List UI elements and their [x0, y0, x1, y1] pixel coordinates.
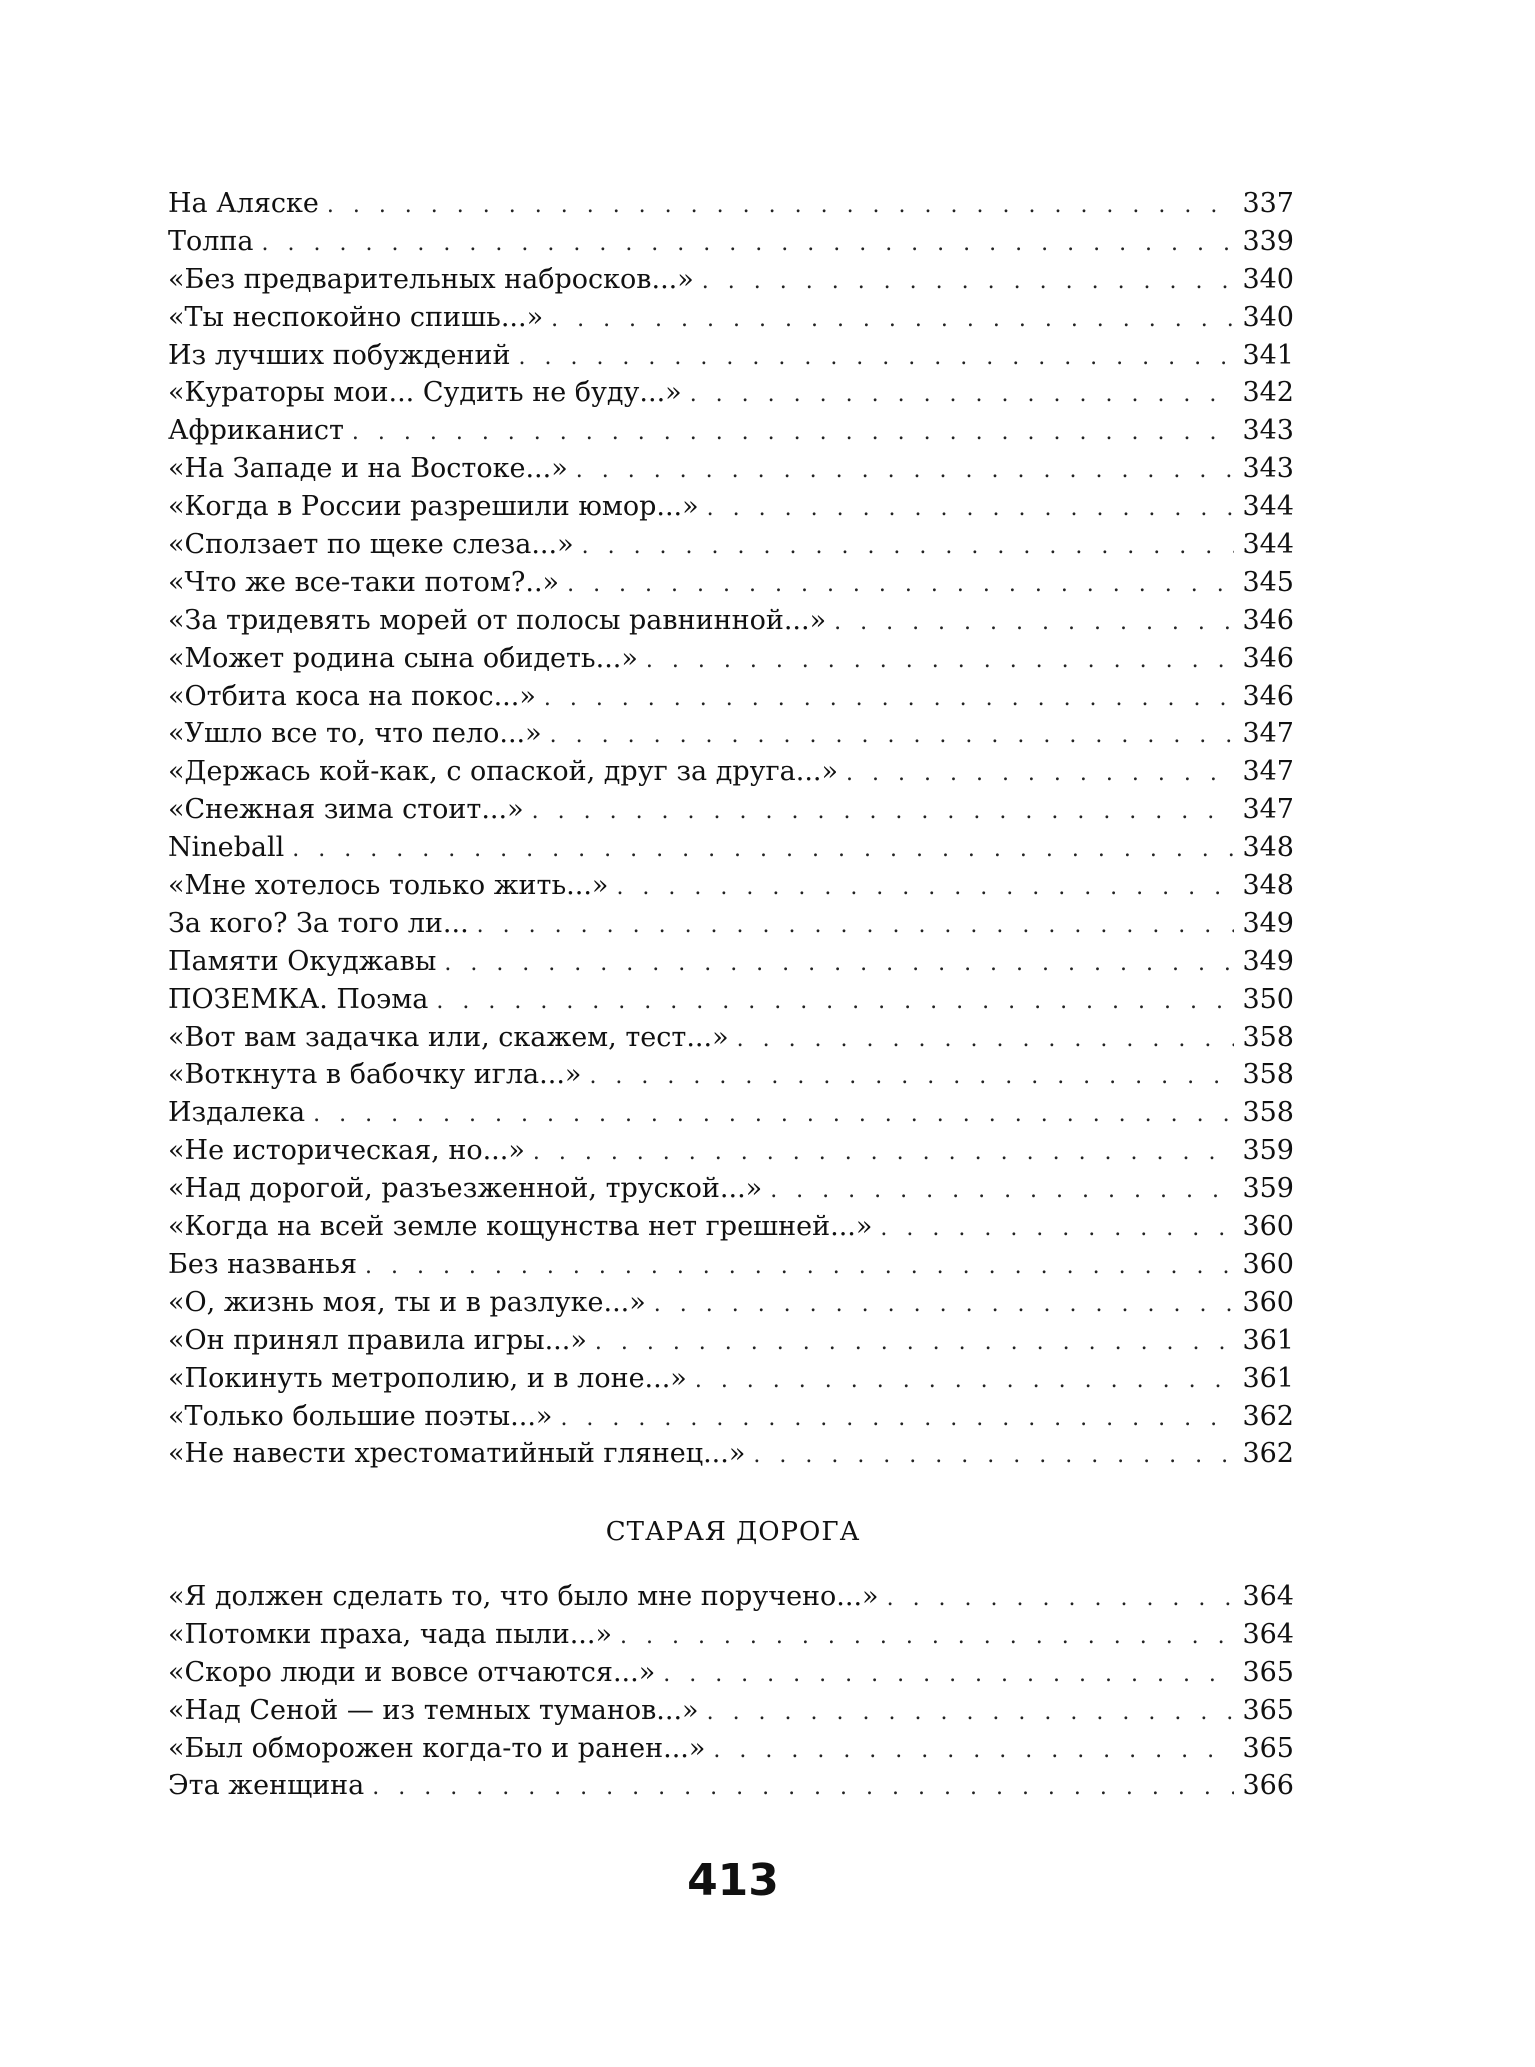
toc-entry	[168, 1578, 1294, 1616]
toc-entry-page: 350	[1242, 983, 1294, 1015]
dot-leader	[550, 717, 1235, 753]
dot-leader	[654, 1286, 1235, 1322]
toc-entry-page: 366	[1242, 1770, 1294, 1802]
toc-entry	[168, 1056, 1294, 1094]
toc-entry	[168, 337, 1294, 375]
dot-leader	[690, 376, 1235, 412]
toc-entry-title: Без названья	[168, 1248, 357, 1280]
toc-entry	[168, 753, 1294, 791]
toc-entry-page: 343	[1242, 415, 1294, 447]
toc-entry-page: 361	[1242, 1362, 1294, 1394]
toc-entry	[168, 1132, 1294, 1170]
toc-entry-page: 346	[1242, 642, 1294, 674]
toc-entry	[168, 715, 1294, 753]
toc-entry-page: 359	[1242, 1173, 1294, 1205]
dot-leader	[702, 263, 1235, 299]
toc-entry	[168, 564, 1294, 602]
toc-entry-title: На Аляске	[168, 188, 319, 219]
dot-leader	[880, 1210, 1234, 1246]
toc-entry-title: Эта женщина	[168, 1770, 365, 1802]
dot-leader	[533, 1134, 1235, 1170]
table-of-contents-part-1	[168, 185, 1294, 1473]
dot-leader	[444, 945, 1234, 981]
toc-entry-title: «Покинуть метрополию, и в лоне...»	[168, 1362, 687, 1394]
toc-entry-title: «За тридевять морей от полосы равнинной...»	[168, 604, 827, 636]
toc-entry-title: Толпа	[168, 225, 254, 257]
toc-entry-page: 344	[1242, 529, 1294, 561]
toc-entry-title: «Ты неспокойно спишь...»	[168, 301, 544, 333]
toc-entry-title: «Над дорогой, разъезженной, труской...»	[168, 1173, 763, 1205]
toc-entry-page: 359	[1242, 1135, 1294, 1167]
toc-entry-page: 343	[1242, 453, 1294, 485]
toc-entry	[168, 1398, 1294, 1436]
toc-entry-page: 347	[1242, 794, 1294, 826]
dot-leader	[560, 1400, 1234, 1436]
table-of-contents-part-2	[168, 1578, 1294, 1805]
toc-entry	[168, 1767, 1294, 1805]
toc-entry-title: «Потомки праха, чада пыли...»	[168, 1618, 612, 1650]
toc-entry-title: «Снежная зима стоит...»	[168, 794, 524, 826]
dot-leader	[477, 907, 1235, 943]
toc-entry-page: 349	[1242, 907, 1294, 939]
dot-leader	[365, 1248, 1234, 1284]
toc-entry-title: «Не историческая, но...»	[168, 1135, 525, 1167]
toc-entry-page: 360	[1242, 1286, 1294, 1318]
toc-entry	[168, 829, 1294, 867]
toc-entry-page: 362	[1242, 1400, 1294, 1432]
toc-entry-page: 347	[1242, 718, 1294, 750]
dot-leader	[707, 1694, 1235, 1730]
toc-entry-title: Африканист	[168, 415, 344, 447]
dot-leader	[551, 301, 1234, 337]
toc-entry	[168, 488, 1294, 526]
toc-entry-title: Памяти Окуджавы	[168, 945, 437, 977]
toc-entry-page: 340	[1242, 301, 1294, 333]
toc-entry-page: 360	[1242, 1211, 1294, 1243]
toc-entry	[168, 1692, 1294, 1730]
dot-leader	[436, 983, 1234, 1019]
toc-entry-page: 347	[1242, 756, 1294, 788]
toc-entry	[168, 1322, 1294, 1360]
toc-entry	[168, 526, 1294, 564]
toc-entry-page: 364	[1242, 1618, 1294, 1650]
dot-leader	[262, 225, 1235, 261]
dot-leader	[544, 680, 1235, 716]
toc-entry	[168, 450, 1294, 488]
section-heading: СТАРАЯ ДОРОГА	[605, 1517, 861, 1547]
toc-entry-title: «Мне хотелось только жить...»	[168, 870, 609, 902]
dot-leader	[582, 528, 1235, 564]
toc-entry	[168, 1019, 1294, 1057]
dot-leader	[372, 1769, 1234, 1805]
toc-entry	[168, 602, 1294, 640]
toc-entry	[168, 1170, 1294, 1208]
toc-entry	[168, 299, 1294, 337]
dot-leader	[707, 490, 1235, 526]
toc-entry-page: 365	[1242, 1732, 1294, 1764]
toc-entry-page: 337	[1242, 188, 1294, 219]
toc-entry-title: «Не навести хрестоматийный глянец...»	[168, 1438, 746, 1470]
toc-entry	[168, 1730, 1294, 1768]
toc-entry-page: 362	[1242, 1438, 1294, 1470]
toc-entry-page: 358	[1242, 1021, 1294, 1053]
toc-entry-page: 358	[1242, 1059, 1294, 1091]
toc-entry-title: ПОЗЕМКА. Поэма	[168, 983, 429, 1015]
toc-entry-title: «Воткнута в бабочку игла...»	[168, 1059, 582, 1091]
dot-leader	[518, 339, 1234, 375]
dot-leader	[576, 452, 1235, 488]
toc-entry-title: Nineball	[168, 832, 285, 864]
dot-leader	[846, 755, 1234, 791]
toc-entry-title: Из лучших побуждений	[168, 339, 511, 371]
toc-entry	[168, 1616, 1294, 1654]
dot-leader	[532, 793, 1235, 829]
dot-leader	[327, 187, 1235, 223]
toc-entry-title: «Скоро люди и вовсе отчаются...»	[168, 1656, 656, 1688]
toc-entry-title: «Ушло все то, что пело...»	[168, 718, 542, 750]
dot-leader	[292, 831, 1234, 867]
dot-leader	[620, 1618, 1234, 1654]
dot-leader	[737, 1021, 1235, 1057]
dot-leader	[646, 642, 1235, 678]
toc-entry-page: 341	[1242, 339, 1294, 371]
toc-entry-page: 348	[1242, 870, 1294, 902]
toc-entry-title: «О, жизнь моя, ты и в разлуке...»	[168, 1286, 646, 1318]
toc-entry	[168, 1208, 1294, 1246]
toc-entry-title: «Может родина сына обидеть...»	[168, 642, 638, 674]
toc-entry-title: «Над Сеной — из темных туманов...»	[168, 1694, 699, 1726]
toc-entry-title: «На Западе и на Востоке...»	[168, 453, 568, 485]
toc-entry	[168, 1654, 1294, 1692]
toc-entry-title: «Сползает по щеке слеза...»	[168, 529, 574, 561]
toc-entry-page: 361	[1242, 1324, 1294, 1356]
toc-entry-title: «Только большие поэты...»	[168, 1400, 553, 1432]
toc-entry	[168, 412, 1294, 450]
toc-entry-title: «Что же все-таки потом?..»	[168, 566, 560, 598]
toc-entry-page: 340	[1242, 263, 1294, 295]
toc-entry	[168, 678, 1294, 716]
toc-entry	[168, 867, 1294, 905]
toc-entry-page: 339	[1242, 225, 1294, 257]
dot-leader	[352, 414, 1235, 450]
toc-entry-title: «Отбита коса на покос...»	[168, 680, 536, 712]
toc-entry-title: Издалека	[168, 1097, 306, 1129]
toc-entry	[168, 1360, 1294, 1398]
dot-leader	[616, 869, 1234, 905]
toc-entry-title: «Когда в России разрешили юмор...»	[168, 491, 699, 523]
toc-entry	[168, 374, 1294, 412]
dot-leader	[770, 1172, 1234, 1208]
toc-entry-page: 348	[1242, 832, 1294, 864]
toc-entry	[168, 1246, 1294, 1284]
toc-entry	[168, 1435, 1294, 1473]
toc-entry-title: «Когда на всей земле кощунства нет грешней...»	[168, 1211, 873, 1243]
toc-entry-title: «Держась кой-как, с опаской, друг за друга...»	[168, 756, 839, 788]
dot-leader	[663, 1656, 1234, 1692]
toc-entry-title: «Без предварительных набросков...»	[168, 263, 694, 295]
toc-entry-title: За кого? За того ли...	[168, 907, 469, 939]
toc-entry	[168, 223, 1294, 261]
toc-entry-page: 360	[1242, 1248, 1294, 1280]
page-number: 413	[687, 1855, 779, 1906]
toc-entry-page: 344	[1242, 491, 1294, 523]
toc-entry-page: 358	[1242, 1097, 1294, 1129]
toc-entry-page: 364	[1242, 1581, 1294, 1612]
toc-entry-page: 342	[1242, 377, 1294, 409]
toc-entry-title: «Вот вам задачка или, скажем, тест...»	[168, 1021, 729, 1053]
toc-entry-page: 345	[1242, 566, 1294, 598]
toc-entry	[168, 791, 1294, 829]
toc-entry	[168, 640, 1294, 678]
dot-leader	[695, 1362, 1235, 1398]
toc-entry-title: «Я должен сделать то, что было мне поручено...»	[168, 1581, 879, 1612]
dot-leader	[589, 1058, 1234, 1094]
toc-entry	[168, 981, 1294, 1019]
dot-leader	[595, 1324, 1235, 1360]
toc-entry-page: 346	[1242, 680, 1294, 712]
toc-entry	[168, 1094, 1294, 1132]
toc-entry	[168, 1284, 1294, 1322]
dot-leader	[567, 566, 1234, 602]
toc-entry-page: 365	[1242, 1694, 1294, 1726]
dot-leader	[887, 1580, 1235, 1616]
toc-entry-page: 349	[1242, 945, 1294, 977]
dot-leader	[313, 1096, 1234, 1132]
toc-entry-title: «Был обморожен когда-то и ранен...»	[168, 1732, 706, 1764]
toc-entry-page: 346	[1242, 604, 1294, 636]
toc-entry	[168, 185, 1294, 223]
dot-leader	[753, 1437, 1234, 1473]
toc-entry	[168, 261, 1294, 299]
toc-entry	[168, 905, 1294, 943]
toc-entry-title: «Кураторы мои... Судить не буду...»	[168, 377, 682, 409]
dot-leader	[713, 1732, 1234, 1768]
toc-entry	[168, 943, 1294, 981]
toc-entry-page: 365	[1242, 1656, 1294, 1688]
dot-leader	[834, 604, 1234, 640]
toc-entry-title: «Он принял правила игры...»	[168, 1324, 587, 1356]
